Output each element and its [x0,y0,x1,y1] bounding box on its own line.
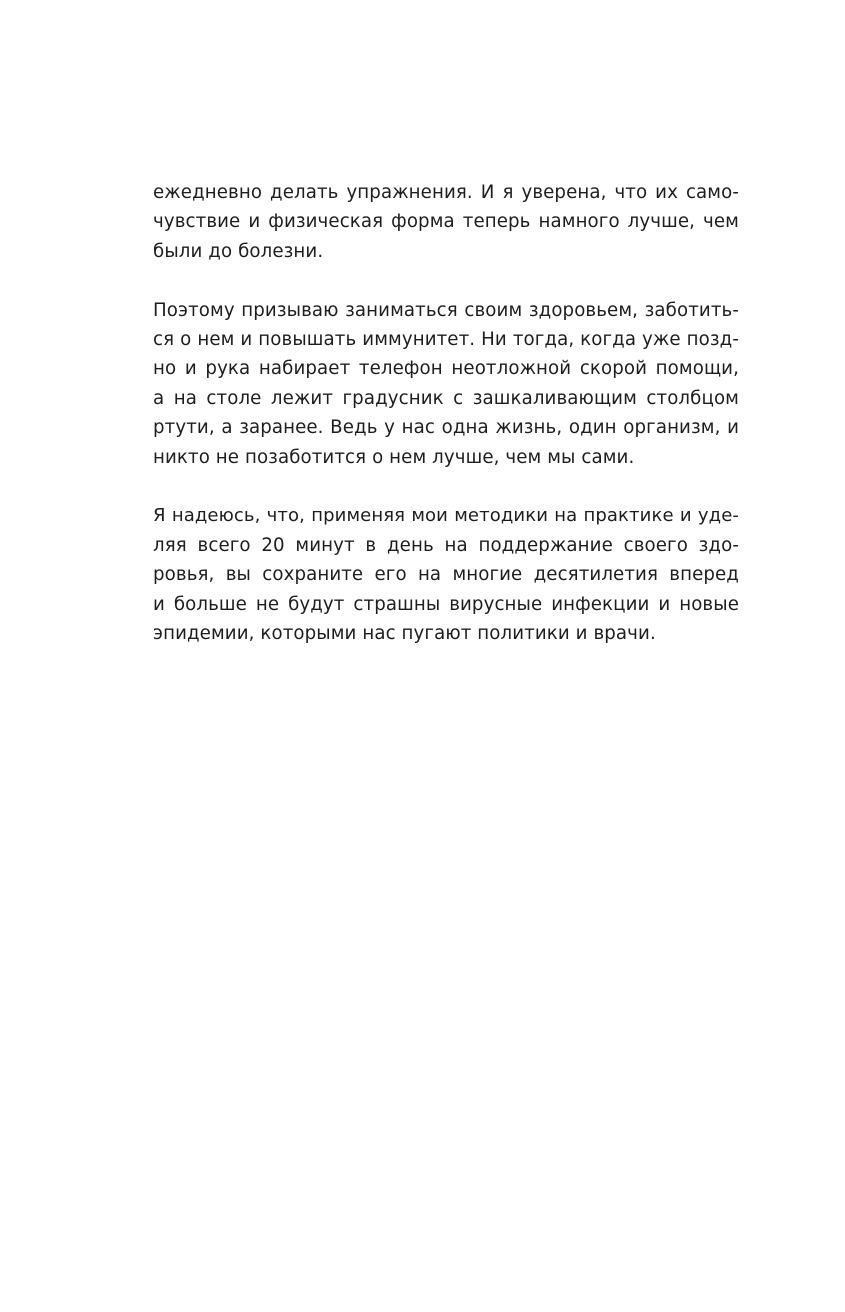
text-line: никто не позаботится о нем лучше, чем мы сами. [153,446,635,468]
text-line: ежедневно делать упражнения. И я уверена, что их само- [153,182,739,203]
text-line: но и рука набирает телефон неотложной скорой помощи, [153,358,739,380]
text-line: эпидемии, которыми нас пугают политики и врачи. [153,623,656,645]
text-line: Поэтому призываю заниматься своим здоровьем, заботить- [153,299,739,321]
paragraph-2 [153,296,739,472]
text-line: Я надеюсь, что, применяя мои методики на практике и уде- [153,505,739,527]
text-line: чувствие и физическая форма теперь намного лучше, чем [153,211,739,233]
paragraph-1 [153,178,739,266]
text-line: и больше не будут страшны вирусные инфекции и новые [153,593,739,615]
text-line: ся о нем и повышать иммунитет. Ни тогда, когда уже позд- [153,329,739,351]
text-line: а на столе лежит градусник с зашкаливающим столбцом [153,387,739,409]
paragraph-3 [153,501,739,648]
text-line: ровья, вы сохраните его на многие десятилетия вперед [153,564,739,586]
body-text [153,178,739,678]
text-line: были до болезни. [153,240,324,262]
text-line: ртути, а заранее. Ведь у нас одна жизнь, один организм, и [153,417,739,439]
text-line: ляя всего 20 минут в день на поддержание своего здо- [153,534,739,556]
